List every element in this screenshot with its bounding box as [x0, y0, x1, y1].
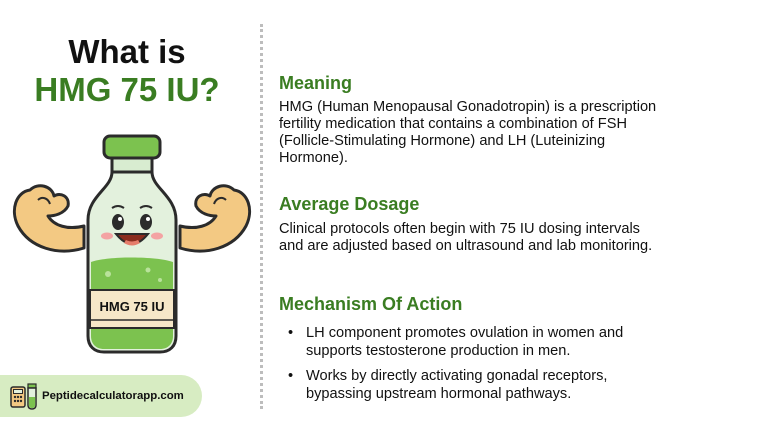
left-arm	[14, 186, 84, 251]
bullet-dot-icon: •	[288, 368, 294, 384]
calculator-vial-logo-icon	[9, 381, 41, 411]
bullet-dot-icon: •	[288, 325, 294, 341]
meaning-text-line: HMG (Human Menopausal Gonadotropin) is a prescription	[279, 99, 657, 115]
meaning-heading: Meaning	[279, 73, 353, 93]
bottle-label: HMG 75 IU	[99, 299, 165, 314]
mechanism-bullet	[288, 367, 748, 403]
flexing-bottle-mascot-icon	[8, 130, 256, 360]
dosage-heading: Average Dosage	[279, 194, 420, 214]
bullet-line: supports testosterone production in men.	[306, 343, 571, 359]
title-line-2: HMG 75 IU?	[34, 71, 220, 108]
dosage-text-line: and are adjusted based on ultrasound and lab monitoring.	[279, 238, 653, 254]
right-arm	[180, 186, 250, 251]
title-line-1: What is	[68, 33, 186, 70]
bullet-line: bypassing upstream hormonal pathways.	[306, 386, 572, 402]
dosage-text-line: Clinical protocols often begin with 75 IU dosing intervals	[279, 221, 640, 237]
dotted-divider	[260, 24, 263, 409]
meaning-text-line: Hormone).	[279, 150, 348, 166]
bullet-line: LH component promotes ovulation in women and	[306, 325, 624, 341]
brand-name: Peptidecalculatorapp.com	[42, 390, 184, 402]
brand-badge[interactable]	[0, 375, 202, 417]
mechanism-heading: Mechanism Of Action	[279, 294, 463, 314]
bullet-line: Works by directly activating gonadal receptors,	[306, 368, 608, 384]
meaning-text-line: (Follicle-Stimulating Hormone) and LH (Luteinizing	[279, 133, 606, 149]
meaning-text-line: fertility medication that contains a combination of FSH	[279, 116, 627, 132]
mechanism-bullet	[288, 324, 748, 360]
